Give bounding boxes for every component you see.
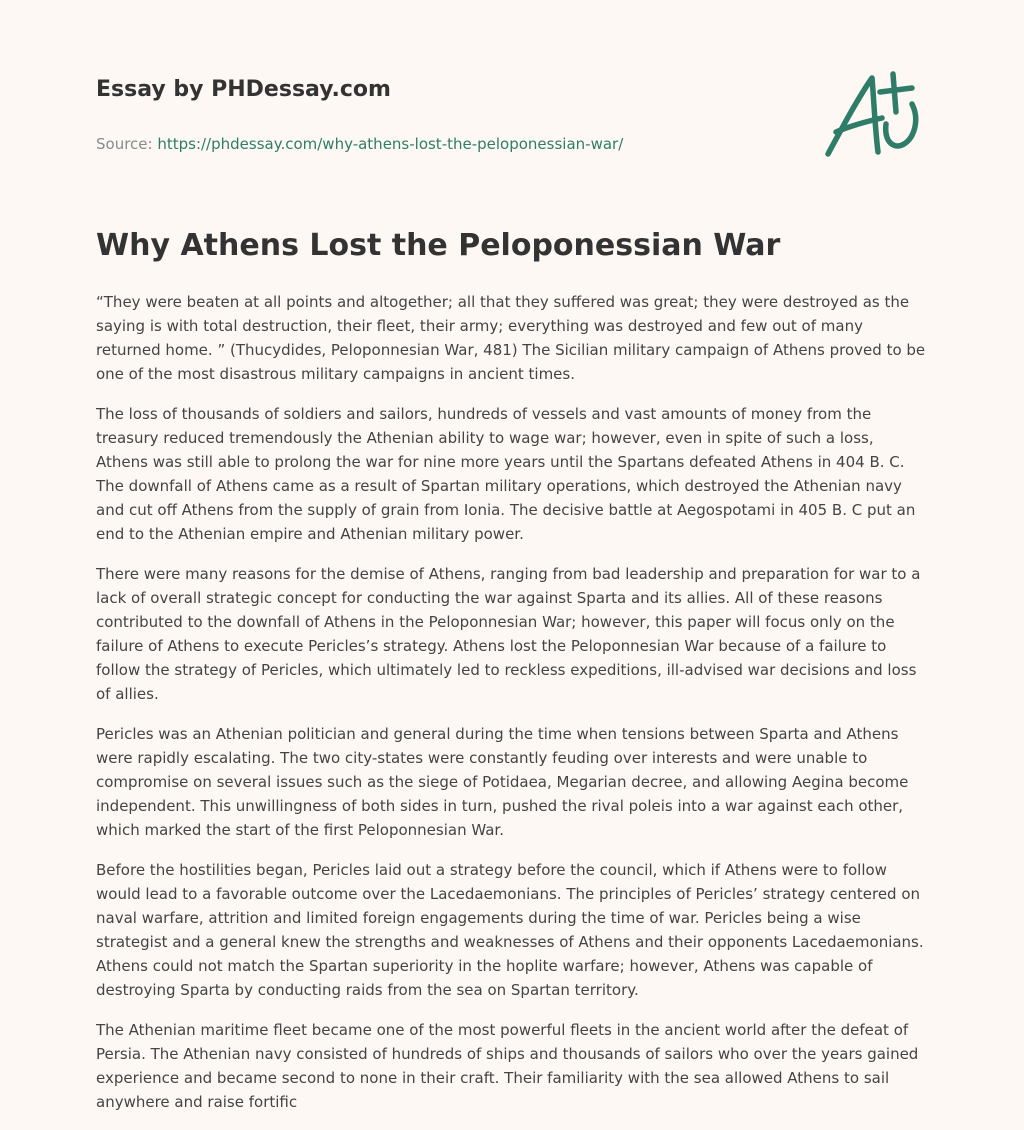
essay-paragraph: The loss of thousands of soldiers and sailors, hundreds of vessels and vast amounts of money from the treasury reduced tremendously the Athenian ability to wage war; however, even in spite of such a loss, Athens was still able to prolong the war for nine more years until the Spartans defeated Athens in 404 B. C. The downfall of Athens came as a result of Spartan military operations, which destroyed the Athenian navy and cut off Athens from the supply of grain from Ionia. The decisive battle at Aegospotami in 405 B. C put an end to the Athenian empire and Athenian military power. (96, 405, 916, 543)
page-header (96, 72, 928, 172)
essay-title: Why Athens Lost the Peloponessian War (96, 228, 781, 263)
essay-paragraph: The Athenian maritime fleet became one of the most powerful fleets in the ancient world after the defeat of Persia. The Athenian navy consisted of hundreds of ships and thousands of sailors who over the years gained experience and became second to none in their craft. Their familiarity with the sea allowed Athens to sail anywhere and raise fortific (96, 1021, 919, 1111)
source-label: Source: (96, 135, 158, 153)
essay-paragraph: Before the hostilities began, Pericles laid out a strategy before the council, which if Athens were to follow would lead to a favorable outcome over the Lacedaemonians. The principles of Pericles’ strategy centered on naval warfare, attrition and limited foreign engagements during the time of war. Pericles being a wise strategist and a general knew the strengths and weaknesses of Athens and their opponents Lacedaemonians. Athens could not match the Spartan superiority in the hoplite warfare; however, Athens was capable of destroying Sparta by conducting raids from the sea on Spartan territory. (96, 861, 924, 999)
a-plus-logo-icon (820, 68, 928, 168)
essay-paragraph: “They were beaten at all points and altogether; all that they suffered was great; they were destroyed as the saying is with total destruction, their fleet, their army; everything was destroyed and few out of many returned home. ” (Thucydides, Peloponnesian War, 481) The Sicilian military campaign of Athens proved to be one of the most disastrous military campaigns in ancient times. (96, 293, 926, 383)
source-line (96, 134, 928, 154)
site-brand: Essay by PHDessay.com (96, 77, 391, 102)
essay-paragraph: There were many reasons for the demise of Athens, ranging from bad leadership and preparation for war to a lack of overall strategic concept for conducting the war against Sparta and its allies. All of these reasons contributed to the downfall of Athens in the Peloponnesian War; however, this paper will focus only on the failure of Athens to execute Pericles’s strategy. Athens lost the Peloponnesian War because of a failure to follow the strategy of Pericles, which ultimately led to reckless expeditions, ill-advised war decisions and loss of allies. (96, 565, 921, 703)
essay-paragraph: Pericles was an Athenian politician and general during the time when tensions between Sparta and Athens were rapidly escalating. The two city-states were constantly feuding over interests and were unable to compromise on several issues such as the siege of Potidaea, Megarian decree, and allowing Aegina become independent. This unwillingness of both sides in turn, pushed the rival poleis into a war against each other, which marked the start of the first Peloponnesian War. (96, 725, 909, 839)
essay-article (96, 226, 928, 1130)
source-link[interactable]: https://phdessay.com/why-athens-lost-the-peloponessian-war/ (157, 135, 624, 153)
